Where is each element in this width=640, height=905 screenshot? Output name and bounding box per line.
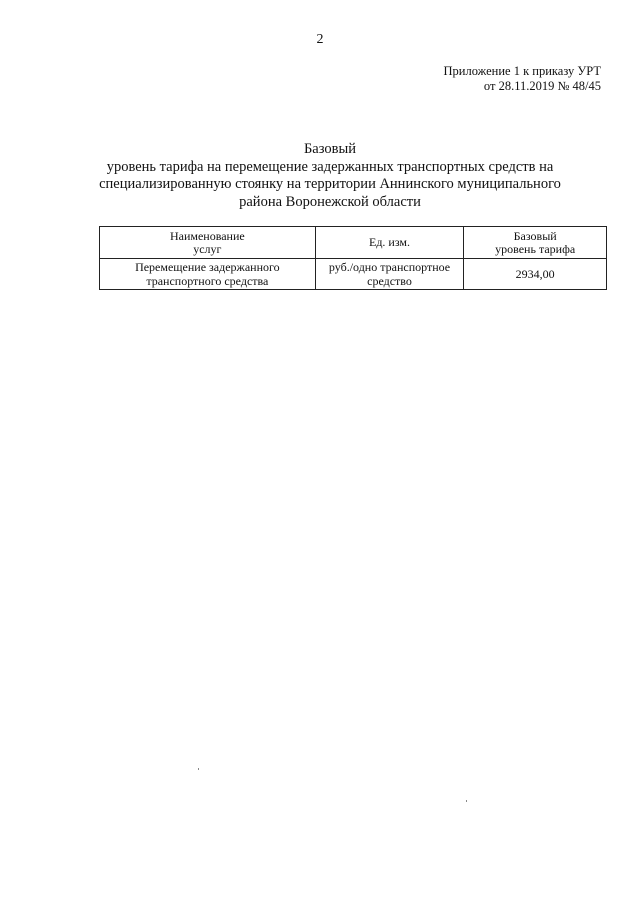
- cell-service: Перемещение задержанного транспортного средства: [100, 259, 316, 290]
- title-line-4: района Воронежской области: [239, 193, 421, 210]
- cell-tariff: 2934,00: [464, 259, 607, 290]
- title-line-3: специализированную стоянку на территории Аннинского муниципального: [99, 176, 561, 192]
- table-row: [100, 259, 607, 290]
- header-unit: Ед. изм.: [315, 227, 464, 259]
- header-base-tariff: Базовый уровень тарифа: [464, 227, 607, 259]
- appendix-date-line: от 28.11.2019 № 48/45: [483, 79, 601, 93]
- document-title: [80, 141, 580, 211]
- title-line-2: уровень тарифа на перемещение задержанных транспортных средств на: [106, 158, 554, 175]
- table-header-row: [100, 227, 607, 259]
- appendix-order-line: Приложение 1 к приказу УРТ: [443, 64, 601, 78]
- cell-unit: руб./одно транспортное средство: [315, 259, 464, 290]
- tariff-table: [99, 226, 607, 290]
- header-service-name: Наименование услуг: [100, 227, 316, 259]
- page-number: 2: [316, 32, 324, 47]
- scan-speck: [466, 800, 467, 802]
- title-line-1: Базовый: [303, 141, 356, 157]
- scan-speck: [198, 768, 199, 770]
- appendix-reference: [444, 64, 602, 94]
